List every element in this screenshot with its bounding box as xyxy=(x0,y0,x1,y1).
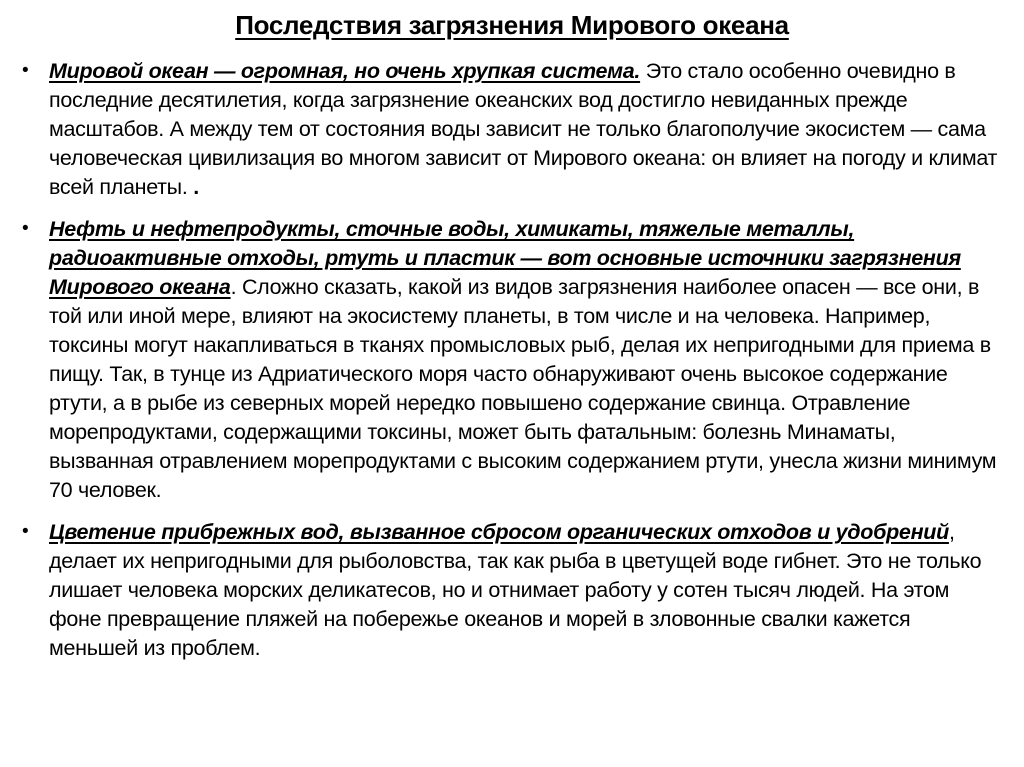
bullet-marker: • xyxy=(22,60,29,81)
bullet-list xyxy=(0,57,1024,663)
bullet-lead: Цветение прибрежных вод, вызванное сбросом органических отходов и удобрений xyxy=(49,520,949,545)
bullet-lead: Нефть и нефтепродукты, сточные воды, химикаты, тяжелые металлы, радиоактивные отходы, ртуть и пластик — вот основные источники загрязнения Мирового океана xyxy=(49,217,961,300)
bullet-body: , делает их непригодными для рыболовства, так как рыба в цветущей воде гибнет. Это не только лишает человека морских деликатесов, но и отнимает работу у сотен тысяч людей. На этом фоне превращение пляжей на побережье океанов и морей в зловонные свалки кажется меньшей из проблем. xyxy=(49,520,982,661)
bullet-tail: . xyxy=(193,175,199,200)
bullet-lead: Мировой океан — огромная, но очень хрупкая система. xyxy=(49,59,641,83)
bullet-marker: • xyxy=(22,521,29,543)
bullet-marker: • xyxy=(22,218,29,240)
bullet-item-pollution-sources xyxy=(20,215,1004,505)
bullet-body: Это стало особенно очевидно в последние десятилетия, когда загрязнение океанских вод достигло невиданных прежде масштабов. А между тем от состояния воды зависит не только благополучие экосистем — сама человеческая цивилизация во многом зависит от Мирового океана: он влияет на погоду и климат всей планеты. xyxy=(49,59,998,200)
bullet-item-ocean-fragile-system xyxy=(20,57,1004,202)
bullet-body: . Сложно сказать, какой из видов загрязнения наиболее опасен — все они, в той или иной мере, влияют на экосистему планеты, в том числе и на человека. Например, токсины могут накапливаться в тканях промысловых рыб, делая их непригодными для приема в пищу. Так, в тунце из Адриатического моря часто обнаруживают очень высокое содержание ртути, а в рыбе из северных морей нередко повышено содержание свинца. Отравление морепродуктами, содержащими токсины, может быть фатальным: болезнь Минаматы, вызванная отравлением морепродуктами с высоким содержанием ртути, унесла жизни минимум 70 человек. xyxy=(49,275,997,503)
slide-title: Последствия загрязнения Мирового океана xyxy=(235,10,789,40)
bullet-item-coastal-water-bloom xyxy=(20,518,1004,663)
